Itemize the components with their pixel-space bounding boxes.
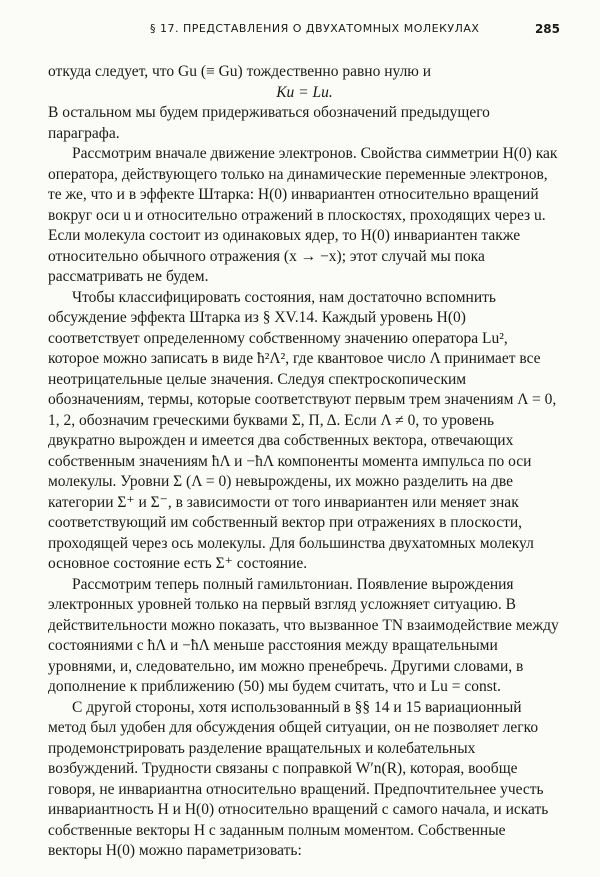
page-body [48,62,561,862]
paragraph-classification: Чтобы классифицировать состояния, нам достаточно вспомнить обсуждение эффекта Штарка из § XV.14. Каждый уровень H(0) соответствует определенному собственному значению оператора Lu², которое можно записать в виде ħ²Λ², где квантовое число Λ принимает все неотрицательные целые значения. Следуя спектроскопическим обозначениям, термы, которые соответствуют первым трем значениям Λ = 0, 1, 2, обозначим греческими буквами Σ, Π, Δ. Если Λ ≠ 0, то уровень двукратно вырожден и имеется два собственных вектора, отвечающих собственным значениям ħΛ и −ħΛ компоненты момента импульса по оси молекулы. Уровни Σ (Λ = 0) невырождены, их можно разделить на две категории Σ⁺ и Σ⁻, в зависимости от того инвариантен или меняет знак соответствующий им собственный вектор при отражениях в плоскости, проходящей через ось молекулы. Для большинства двухатомных молекул основное состояние есть Σ⁺ состояние. [48,288,557,572]
paragraph-intro: откуда следует, что Gu (≡ Gu) тождественно равно нулю и [48,63,432,80]
paragraph-electrons: Рассмотрим вначале движение электронов. Свойства симметрии H(0) как оператора, действующего только на динамические переменные электронов, те же, что и в эффекте Штарка: H(0) инвариантен относительно вращений вокруг оси u и относительно отражений в плоскостях, проходящих через u. Если молекула состоит из одинаковых ядер, то H(0) инвариантен также относительно обычного отражения (x → −x); этот случай мы пока рассматривать не будем. [48,145,558,285]
page-number: 285 [534,22,560,36]
formula-ku-lu: Ku = Lu. [276,83,333,101]
paragraph-notation: В остальном мы будем придерживаться обозначений предыдущего параграфа. [48,104,490,142]
header-title: § 17. ПРЕДСТАВЛЕНИЯ О ДВУХАТОМНЫХ МОЛЕКУЛАХ [150,22,480,35]
running-header [150,22,560,36]
paragraph-hamiltonian: Рассмотрим теперь полный гамильтониан. Появление вырождения электронных уровней только на первый взгляд усложняет ситуацию. В действительности можно показать, что вызванное TN взаимодействие между состояниями с ħΛ и −ħΛ меньше расстояния между вращательными уровнями, и, следовательно, им можно пренебречь. Другими словами, в дополнение к приближению (50) мы будем считать, что и Lu = const. [48,575,559,695]
paragraph-variational: С другой стороны, хотя использованный в §§ 14 и 15 вариационный метод был удобен для обсуждения общей ситуации, он не позволяет легко продемонстрировать разделение вращательных и колебательных возбуждений. Трудности связаны с поправкой W′n(R), которая, вообще говоря, не инвариантна относительно вращений. Предпочтительнее учесть инвариантность H и H(0) относительно вращений с самого начала, и искать собственные векторы H с заданным полным моментом. Собственные векторы H(0) можно параметризовать: [48,698,549,859]
